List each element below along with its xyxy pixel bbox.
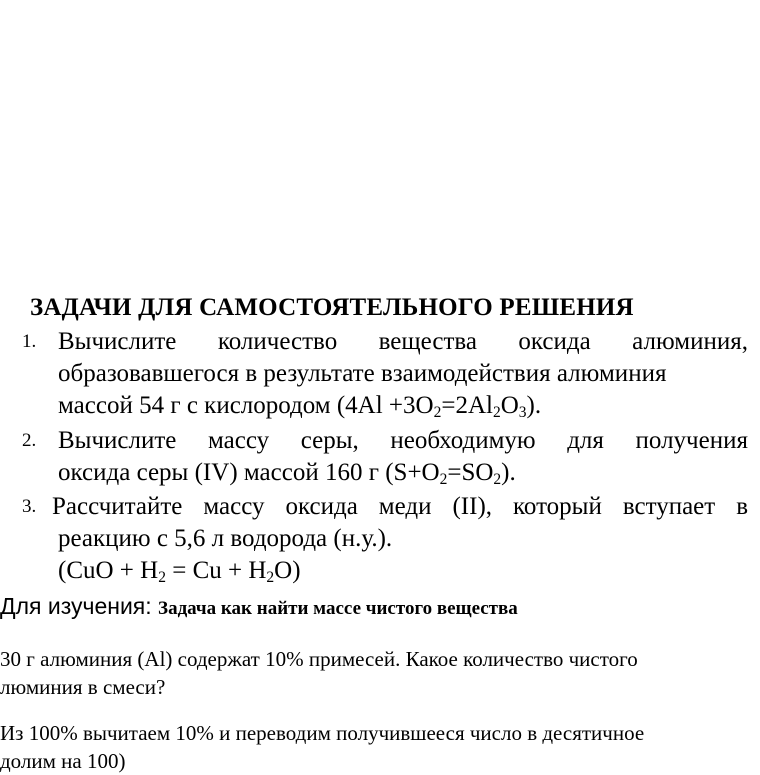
task-line: Вычислите количество вещества оксида алюминия, (58, 328, 748, 355)
paragraph-line: Из 100% вычитаем 10% и переводим получившееся число в десятичное (0, 721, 645, 745)
task-line: Рассчитайте массу оксида меди (II), который вступает в (52, 493, 748, 520)
task-line: Вычислите массу серы, необходимую для получения (58, 427, 748, 454)
formula-part: O (500, 392, 519, 419)
study-label: Для изучения: (0, 593, 159, 619)
formula-part: ). (526, 392, 542, 419)
task-text-continued (58, 523, 748, 587)
task-line: оксида серы (IV) массой 160 г (S+O (58, 459, 440, 486)
page-heading: ЗАДАЧИ ДЛЯ САМОСТОЯТЕЛЬНОГО РЕШЕНИЯ (30, 294, 634, 321)
task-text (58, 326, 748, 422)
formula-subscript: 2 (492, 404, 501, 421)
task-line: (CuO + H (58, 557, 159, 584)
formula-subscript: 2 (158, 569, 166, 586)
task-number: 2. (22, 430, 37, 451)
task-line-formula (58, 555, 748, 587)
task-line: массой 54 г с кислородом (4Al +3O (58, 392, 434, 419)
paragraph-line: долим на 100) (0, 749, 126, 773)
task-line-formula (58, 457, 748, 489)
formula-part: =SO (447, 459, 494, 486)
task-line: реакцию с 5,6 л водорода (н.у.). (58, 525, 393, 552)
paragraph-line: люминия в смеси? (0, 675, 166, 699)
formula-subscript: 3 (518, 404, 527, 421)
task-text (58, 425, 748, 489)
task-line: образовавшегося в результате взаимодействия алюминия (58, 360, 667, 387)
formula-subscript: 2 (439, 471, 448, 488)
problem-paragraph (0, 645, 638, 701)
formula-part: ). (501, 459, 516, 486)
task-text (52, 491, 748, 523)
study-title: Задача как найти массе чистого вещества (158, 598, 518, 619)
formula-subscript: 2 (433, 404, 442, 421)
formula-part: O) (274, 557, 301, 584)
task-line-formula (58, 390, 748, 422)
task-number: 1. (22, 331, 37, 352)
paragraph-line: 30 г алюминия (Al) содержат 10% примесей. Какое количество чистого (0, 647, 638, 671)
solution-paragraph (0, 719, 644, 775)
study-line (0, 591, 518, 624)
formula-part: = Cu + H (165, 557, 267, 584)
formula-part: =2Al (441, 392, 493, 419)
task-number: 3. (22, 496, 37, 517)
formula-subscript: 2 (266, 569, 275, 586)
formula-subscript: 2 (493, 471, 502, 488)
